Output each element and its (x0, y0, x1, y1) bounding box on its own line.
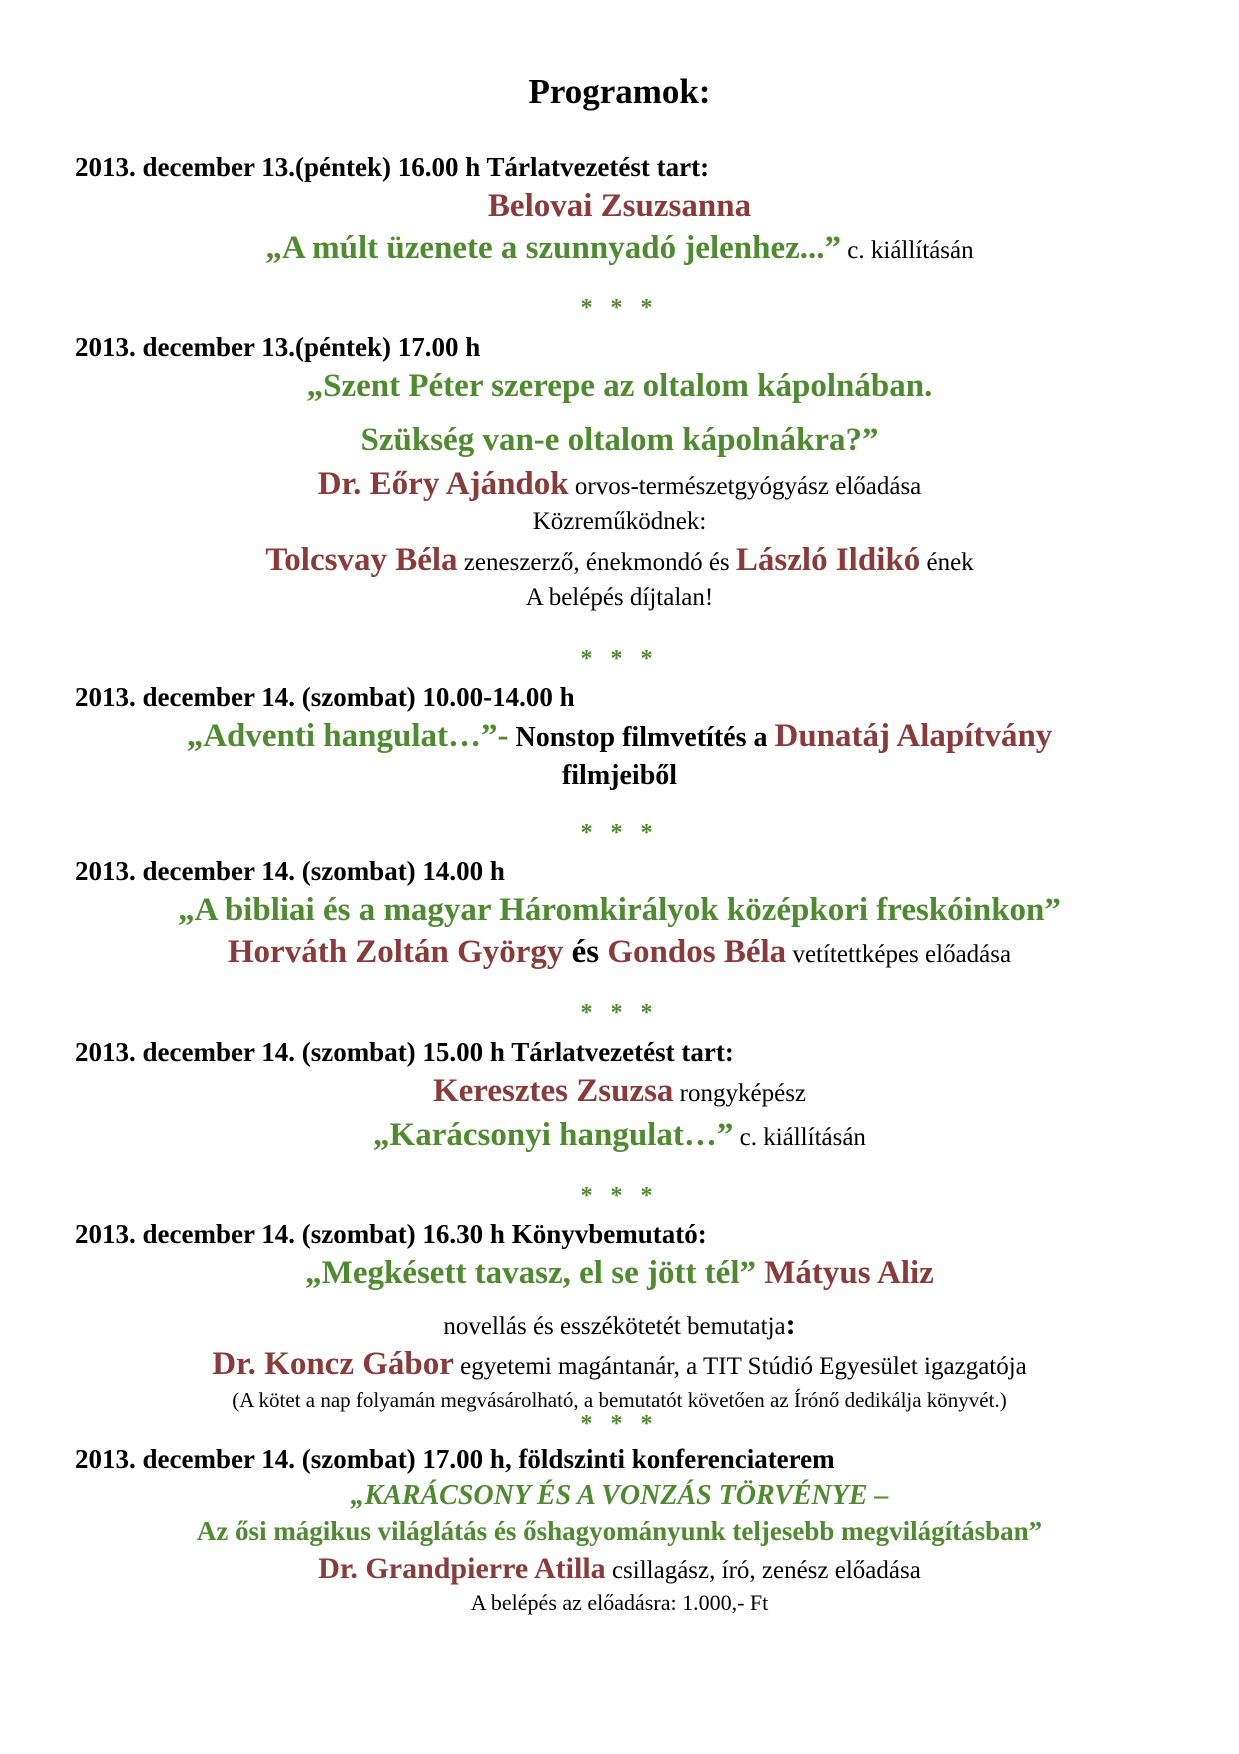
contributor-name: László Ildikó (735, 542, 921, 578)
event-quote-line2: Szükség van-e oltalom kápolnákra?” (360, 422, 879, 458)
event-suffix: c. kiállításán (841, 237, 974, 264)
event-date: 2013. december 13.(péntek) 16.00 h Tárlatvezetést tart: (75, 152, 710, 182)
event-date: 2013. december 13.(péntek) 17.00 h (75, 332, 481, 362)
event-note: (A kötet a nap folyamán megvásárolható, a bemutatót követően az Írónő dedikálja könyvét.) (232, 1388, 1007, 1412)
event-quote: „A múlt üzenete a szunnyadó jelenhez...” (265, 230, 842, 266)
event-quote: „A bibliai és a magyar Háromkirályok középkori freskóinkon” (178, 892, 1061, 928)
event-description-colon: : (785, 1308, 796, 1341)
event-speaker-line (0, 934, 1239, 972)
contributor-name: Tolcsvay Béla (265, 542, 458, 578)
event-speaker-line (0, 466, 1239, 504)
event-speaker-role: vetítettképes előadása (786, 941, 1012, 968)
event-description-text: novellás és esszékötetét (443, 1313, 688, 1340)
event-speaker-role: csillagász, író, zenész előadása (605, 1557, 921, 1584)
event-speaker: Gondos Béla (607, 934, 787, 970)
event-presenter-line (0, 1346, 1239, 1384)
event-date: 2013. december 14. (szombat) 14.00 h (75, 856, 505, 886)
event-title-line (0, 230, 1239, 268)
separator: * * * (580, 646, 659, 672)
event-speaker-role: orvos-természetgyógyász előadása (568, 473, 922, 500)
event-author: Mátyus Aliz (756, 1255, 934, 1291)
event-quote-line2: Az ősi mágikus világlátás és őshagyományunk teljesebb megvilágításban” (196, 1516, 1043, 1546)
event-speaker-line (0, 1552, 1239, 1587)
event-title-line (0, 1255, 1239, 1293)
event-speaker-line (0, 1073, 1239, 1111)
event-title-line (0, 1117, 1239, 1155)
event-speaker-role: rongyképész (673, 1080, 807, 1107)
contributors-label: Közreműködnek: (532, 508, 707, 535)
event-organization: Dunatáj Alapítvány (774, 718, 1053, 754)
event-suffix: c. kiállításán (733, 1124, 866, 1151)
separator: * * * (580, 295, 659, 321)
separator: * * * (580, 1411, 659, 1437)
event-quote-line1: „KARÁCSONY ÉS A VONZÁS TÖRVÉNYE – (350, 1480, 889, 1511)
event-description: Nonstop filmvetítés a (508, 722, 775, 753)
separator: * * * (580, 1000, 659, 1026)
event-speaker: Dr. Eőry Ajándok (317, 466, 569, 502)
event-quote: „Adventi hangulat…”- (186, 718, 509, 754)
event-conjunction: és (563, 934, 608, 970)
event-date: 2013. december 14. (szombat) 16.30 h Könyvbemutató: (75, 1219, 707, 1249)
event-speaker: Horváth Zoltán György (227, 934, 564, 970)
event-date: 2013. december 14. (szombat) 15.00 h Tárlatvezetést tart: (75, 1037, 734, 1067)
event-date: 2013. december 14. (szombat) 17.00 h, földszinti konferenciaterem (75, 1444, 835, 1474)
event-presenter: Dr. Koncz Gábor (212, 1346, 454, 1382)
separator: * * * (580, 820, 659, 846)
event-description-verb: bemutatja (687, 1313, 786, 1340)
separator: * * * (580, 1183, 659, 1209)
page-title: Programok: (528, 72, 711, 111)
event-speaker: Keresztes Zsuzsa (432, 1073, 674, 1109)
event-speaker: Belovai Zsuzsanna (487, 188, 752, 224)
event-description (0, 1308, 1239, 1343)
entry-note: A belépés az előadásra: 1.000,- Ft (470, 1590, 769, 1615)
event-speaker: Dr. Grandpierre Atilla (318, 1552, 606, 1585)
event-quote-line1: „Szent Péter szerepe az oltalom kápolnában. (306, 368, 933, 404)
event-date: 2013. december 14. (szombat) 10.00-14.00 h (75, 682, 575, 712)
event-quote: „Megkésett tavasz, el se jött tél” (305, 1255, 756, 1291)
event-title-line (0, 718, 1239, 756)
contributor-role: ének (920, 549, 974, 576)
contributor-role: zeneszerző, énekmondó és (457, 549, 736, 576)
event-quote: „Karácsonyi hangulat…” (373, 1117, 734, 1153)
entry-note: A belépés díjtalan! (525, 584, 714, 611)
event-presenter-role: egyetemi magántanár, a TIT Stúdió Egyesület igazgatója (453, 1353, 1027, 1380)
event-description-tail: filmjeiből (561, 760, 678, 791)
contributors-line (0, 542, 1239, 580)
